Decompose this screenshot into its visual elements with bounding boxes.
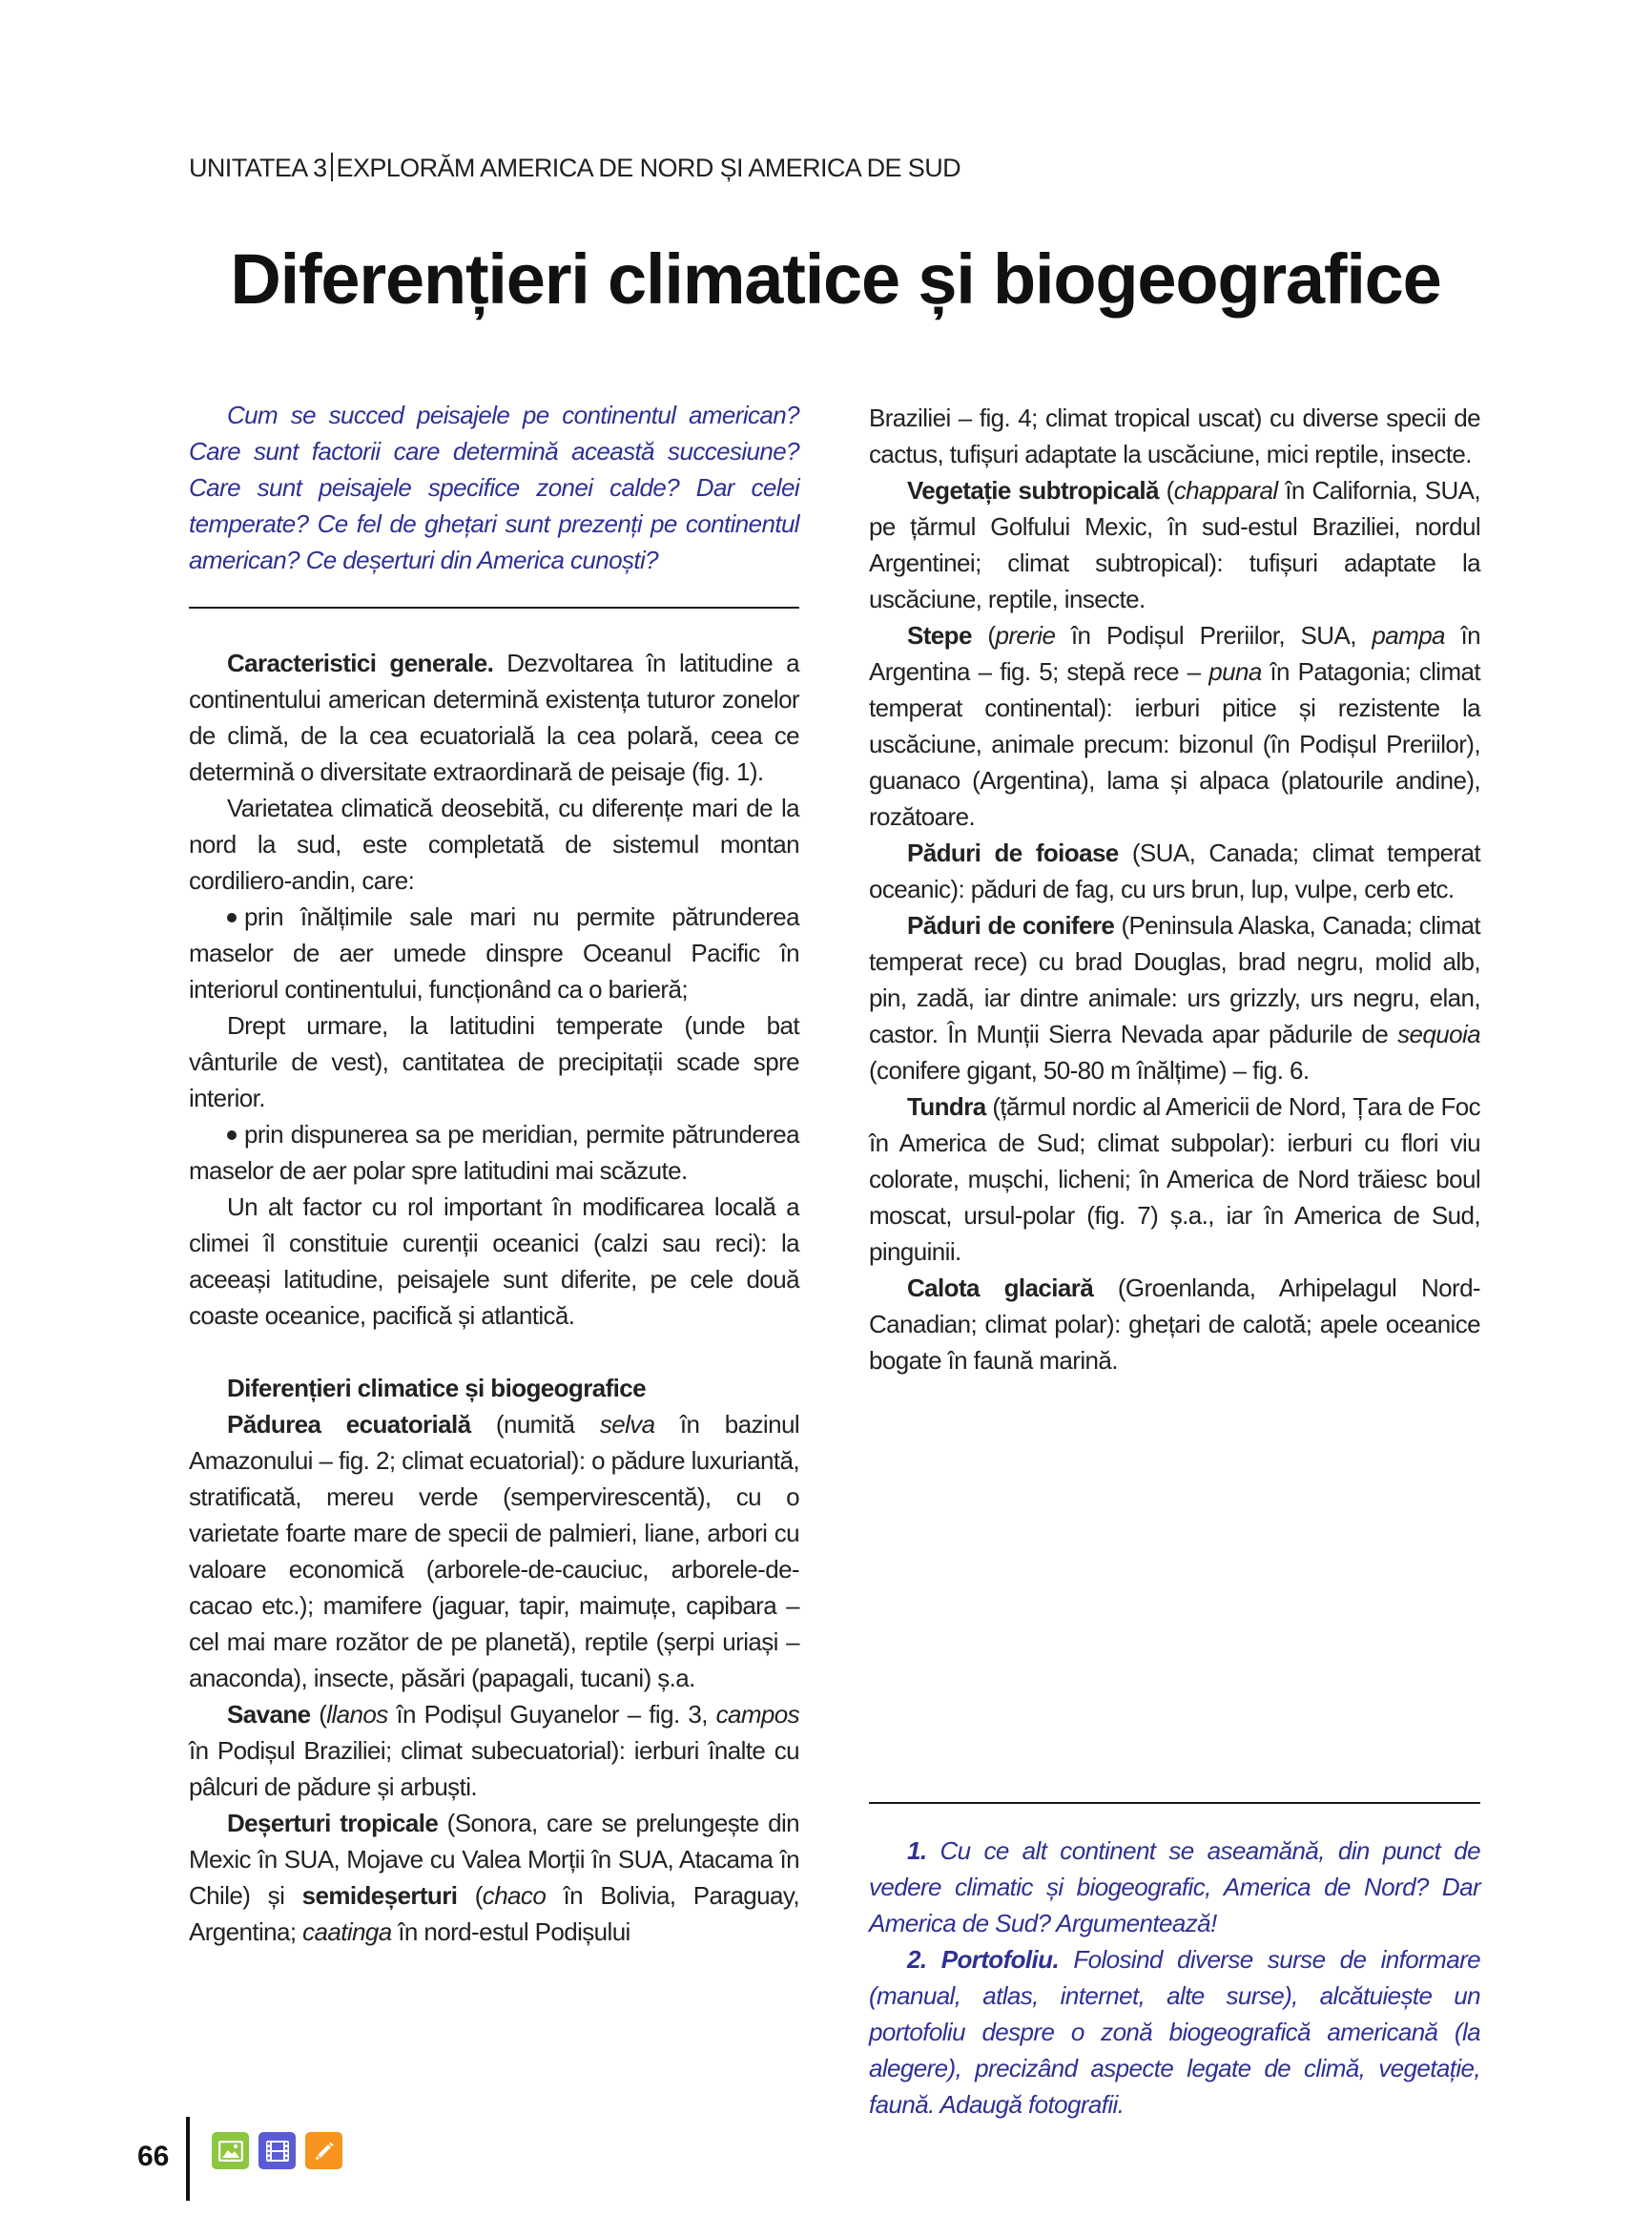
general-paragraph-3: Drept urmare, la latitudini temperate (unde bat vânturile de vest), cantitatea de precipitații scade spre interior. <box>189 1011 799 1112</box>
intro-questions: Cum se succed peisajele pe continentul american? Care sunt factorii care determină această succesiune? Care sunt peisajele specifice zonei calde? Dar celei temperate? Ce fel de ghețari sunt prezenți pe continentul american? Ce deșerturi din America cunoști? <box>189 401 799 574</box>
question-text: Folosind diverse surse de informare (manual, atlas, internet, alte surse), alcătuiește un portofoliu despre o zonă biogeografică americană (la alegere), precizând aspecte legate de climă, vegetație, faună. Adaugă fotografii. <box>869 1945 1481 2119</box>
unit-title: EXPLORĂM AMERICA DE NORD ȘI AMERICA DE SUD <box>336 154 960 182</box>
zone-name: Savane <box>227 1700 311 1729</box>
image-icon[interactable] <box>212 2132 249 2169</box>
zone-text: în Bolivia, Paraguay, Argentina; <box>189 1881 799 1946</box>
zone-subtropicala <box>869 472 1480 617</box>
zone-name: Pădurea ecuatorială <box>227 1410 471 1439</box>
general-paragraph-4: Un alt factor cu rol important în modificarea locală a climei îl constituie curenții oceanici (calzi sau reci): la aceeași latitudine, peisajele sunt diferite, pe cele două coaste oceanice, pacifică și atlantică. <box>189 1192 799 1330</box>
zone-name: Păduri de conifere <box>907 911 1115 940</box>
intro-divider <box>189 607 799 609</box>
zone-stepe <box>869 617 1480 835</box>
zone-term: puna <box>1208 657 1262 686</box>
section-subheading: Diferențieri climatice și biogeografice <box>227 1374 646 1402</box>
film-icon-glyph <box>265 2140 290 2163</box>
zone-deserturi-continued <box>869 400 1480 472</box>
zone-term: campos <box>715 1700 800 1729</box>
zone-selva <box>189 1406 799 1696</box>
right-column <box>869 400 1480 1378</box>
zone-text: în Podișul Guyanelor – fig. 3, <box>387 1700 716 1729</box>
general-paragraph-1 <box>189 645 799 790</box>
bullet-dot <box>227 1130 237 1140</box>
question-text: Cu ce alt continent se aseamănă, din punct de vedere climatic și biogeografic, America de Nord? Dar America de Sud? Argumentează! <box>869 1836 1480 1937</box>
bullet-text-2: prin dispunerea sa pe meridian, permite pătrunderea maselor de aer polar spre latitudini mai scăzute. <box>189 1120 799 1185</box>
zone-name: Deșerturi tropicale <box>227 1809 439 1837</box>
general-paragraph-2: Varietatea climatică deosebită, cu diferențe mari de la nord la sud, este completată de sistemul montan cordiliero-andin, care: <box>189 794 799 895</box>
question-2 <box>869 1941 1480 2123</box>
zone-text: ( <box>310 1700 327 1729</box>
bullet-item-1 <box>189 899 799 1007</box>
zone-text: în Podișul Preriilor, SUA, <box>1055 621 1373 650</box>
question-number: 1. <box>907 1836 927 1865</box>
zone-name: Stepe <box>907 621 972 650</box>
zone-term: chaco <box>482 1881 547 1910</box>
zone-text: în Argentina – fig. 5; stepă rece – <box>869 621 1480 686</box>
zone-text: (Peninsula Alaska, Canada; climat temperat rece) cu brad Douglas, brad negru, molid alb, pin, zadă, iar dintre animale: urs grizzly, urs negru, elan, castor. În Munții Sierra Nevada apar pădurile de <box>869 911 1480 1048</box>
left-column <box>189 397 799 1950</box>
zone-term: llanos <box>326 1700 388 1729</box>
zone-savane <box>189 1696 799 1805</box>
zone-foioase <box>869 835 1480 907</box>
zone-text: (Sonora, care se prelungește din Mexic în SUA, Mojave cu Valea Morții în SUA, Atacama în Chile) și <box>189 1809 799 1910</box>
bullet-item-2 <box>189 1116 799 1189</box>
zone-text: în nord-estul Podișului <box>391 1917 630 1946</box>
zone-name: Vegetație subtropicală <box>907 476 1159 505</box>
zone-name: Păduri de foioase <box>907 839 1119 867</box>
question-number: 2. Portofoliu. <box>907 1945 1060 1974</box>
zone-term: sequoia <box>1397 1020 1480 1048</box>
zone-term: pampa <box>1372 621 1445 650</box>
zone-name: Tundra <box>907 1092 986 1121</box>
film-icon[interactable] <box>258 2132 296 2169</box>
questions-divider <box>869 1802 1480 1804</box>
page-number: 66 <box>137 2141 170 2172</box>
zone-text: ( <box>1158 476 1174 505</box>
question-1 <box>869 1833 1480 1941</box>
zone-term: chapparal <box>1173 476 1278 505</box>
page-title: Diferențieri climatice și biogeografice <box>230 239 1441 319</box>
zone-text: în California, SUA, pe țărmul Golfului Mexic, în sud-estul Braziliei, nordul Argentinei; climat subtropical): tufișuri adaptate la uscăciune, reptile, insecte. <box>869 476 1480 613</box>
zone-text: în Patagonia; climat temperat continental): ierburi pitice și rezistente la uscăciune, animale precum: bizonul (în Podișul Preriilor), guanaco (Argentina), lama și alpaca (platourile andine), rozătoare. <box>869 657 1480 831</box>
zone-text: ( <box>971 621 996 650</box>
questions-box <box>869 1802 1480 2123</box>
zone-deserturi <box>189 1805 799 1950</box>
zone-text: (Groenlanda, Arhipelagul Nord-Canadian; climat polar): ghețari de calotă; apele oceanice bogate în faună marină. <box>869 1274 1480 1375</box>
zone-text: (țărmul nordic al Americii de Nord, Țara de Foc în America de Sud; climat subpolar): ierburi cu flori viu colorate, mușchi, licheni; în America de Nord trăiesc boul moscat, ursul-polar (fig. 7) ș.a., iar în America de Sud, pinguinii. <box>869 1092 1480 1266</box>
image-icon-glyph <box>218 2141 243 2162</box>
zone-calota <box>869 1270 1480 1378</box>
zone-text: ( <box>457 1881 483 1910</box>
general-lead: Caracteristici generale. <box>227 649 494 677</box>
page-header <box>189 153 960 183</box>
bullet-text-1: prin înălțimile sale mari nu permite pătrunderea maselor de aer umede dinspre Oceanul Pacific în interiorul continentului, funcționând ca o barieră; <box>189 902 799 1004</box>
bullet-dot <box>227 913 237 922</box>
general-text-1: Dezvoltarea în latitudine a continentului american determină existența tuturor zonelor de climă, de la cea ecuatorială la cea polară, ceea ce determină o diversitate extraordinară de peisaje (fig. 1). <box>189 649 799 786</box>
footer-bar <box>186 2117 190 2201</box>
zone-name: semideșerturi <box>301 1881 458 1910</box>
header-separator <box>331 153 333 181</box>
zone-term: prerie <box>995 621 1056 650</box>
unit-label: UNITATEA 3 <box>189 154 327 182</box>
zone-name: Calota glaciară <box>907 1274 1094 1302</box>
zone-text: Braziliei – fig. 4; climat tropical uscat) cu diverse specii de cactus, tufișuri adaptate la uscăciune, mici reptile, insecte. <box>869 404 1480 468</box>
zone-text: (SUA, Canada; climat temperat oceanic): păduri de fag, cu urs brun, lup, vulpe, cerb etc. <box>869 839 1480 903</box>
zone-text: (conifere gigant, 50-80 m înălțime) – fig. 6. <box>869 1056 1310 1085</box>
zone-tundra <box>869 1088 1480 1270</box>
pencil-icon-glyph <box>313 2140 336 2163</box>
zone-text: în bazinul Amazonului – fig. 2; climat ecuatorial): o pădure luxuriantă, stratificată, mereu verde (sempervirescentă), cu o varietate foarte mare de specii de palmieri, liane, arbori cu valoare economică (arborele-de-cauciuc, arborele-de-cacao etc.); mamifere (jaguar, tapir, maimuțe, capibara – cel mai mare rozător de pe planetă), reptile (șerpi uriași – anaconda), insecte, păsări (papagali, tucani) ș.a. <box>189 1410 799 1692</box>
zone-text: în Podișul Braziliei; climat subecuatorial): ierburi înalte cu pâlcuri de pădure și arbuști. <box>189 1736 799 1801</box>
zone-term: selva <box>599 1410 655 1439</box>
zone-text: (numită <box>470 1410 600 1439</box>
pencil-icon[interactable] <box>305 2132 342 2169</box>
zone-term: caatinga <box>302 1917 392 1946</box>
zone-conifere <box>869 907 1480 1088</box>
